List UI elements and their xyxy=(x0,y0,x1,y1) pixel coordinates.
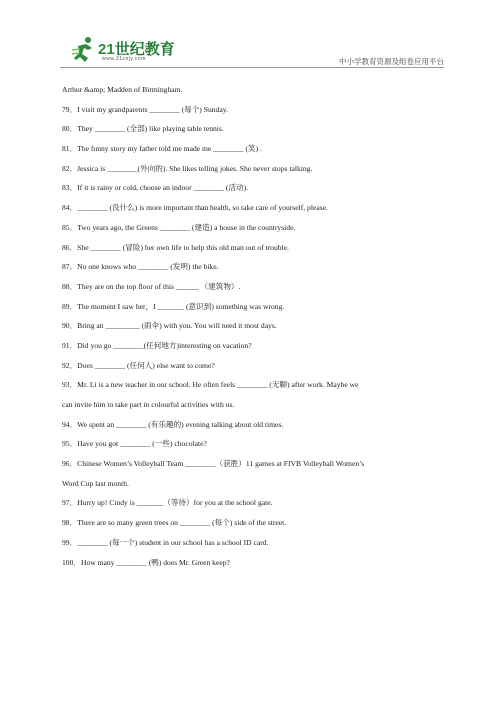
question-line: 99．________ (每一个) student in our school has a school ID card. xyxy=(62,537,269,547)
question-line: 83．If it is rainy or cold, choose an indoor ________ (活动). xyxy=(62,183,249,193)
logo-url: www.21cnjy.com xyxy=(102,56,146,62)
question-line: 98．There are so many green trees on ________ (每个) side of the street. xyxy=(62,518,287,528)
page-header xyxy=(60,34,444,68)
logo-chinese: 世纪教育 xyxy=(114,41,175,58)
runner-logo-icon xyxy=(72,36,98,64)
logo-number: 21 xyxy=(98,41,115,58)
question-line: 87．No one knows who ________ (发明) the bike. xyxy=(62,262,219,272)
question-line: 81．The funny story my father told me made me ________ (笑) . xyxy=(62,144,262,154)
header-divider xyxy=(60,67,444,68)
question-line: 94．We spent an ________ (有乐趣的) evening talking about old times. xyxy=(62,419,284,429)
logo xyxy=(72,36,190,66)
question-line: 88．They are on the top floor of this ______ （建筑物）. xyxy=(62,281,241,291)
question-line: 90．Bring an _________ (雨伞) with you. You will need it most days. xyxy=(62,321,277,331)
question-line: 89．The moment I saw her，I _______ (意识到) something was wrong. xyxy=(62,301,285,311)
question-line: 93．Mr. Li is a new teacher in our school. He often feels ________ (无聊) after work. Maybe we xyxy=(62,380,359,390)
question-line: 96．Chinese Women’s Volleyball Team ________（获胜）11 games at FIVB Volleyball Women’s xyxy=(62,459,365,469)
question-line: 97．Hurry up! Cindy is _______（等待）for you at the school gate. xyxy=(62,498,273,508)
header-platform-name: 中小学教育资源及组卷应用平台 xyxy=(339,57,444,66)
question-line: 92．Does ________ (任何人) else want to come? xyxy=(62,360,215,370)
question-line: 100．How many ________ (鸭) does Mr. Green keep? xyxy=(62,557,230,567)
question-line: Arthur &amp; Madden of Birmingham. xyxy=(62,85,183,94)
question-line: 79．I visit my grandparents ________ (每个) Sunday. xyxy=(62,104,228,114)
question-line-continued: Word Cup last month. xyxy=(62,478,129,488)
question-line: 86．She ________ (冒险) her own life to help this old man out of trouble. xyxy=(62,242,289,252)
question-list xyxy=(62,80,442,572)
question-line: 85．Two years ago, the Greens ________ (建造) a house in the countryside. xyxy=(62,222,296,232)
question-line: 84．________ (没什么) is more important than health, so take care of yourself, please. xyxy=(62,203,328,213)
question-line-continued: can invite him to take part in colourful activities with us. xyxy=(62,400,235,409)
question-line: 82．Jessica is ________(外向的). She likes telling jokes. She never stops talking. xyxy=(62,163,313,173)
question-line: 91．Did you go ________(任何地方)interesting on vacation? xyxy=(62,340,252,350)
question-line: 80．They ________ (全部) like playing table tennis. xyxy=(62,124,224,134)
question-line: 95．Have you got ________ (一些) chocolate? xyxy=(62,439,207,449)
